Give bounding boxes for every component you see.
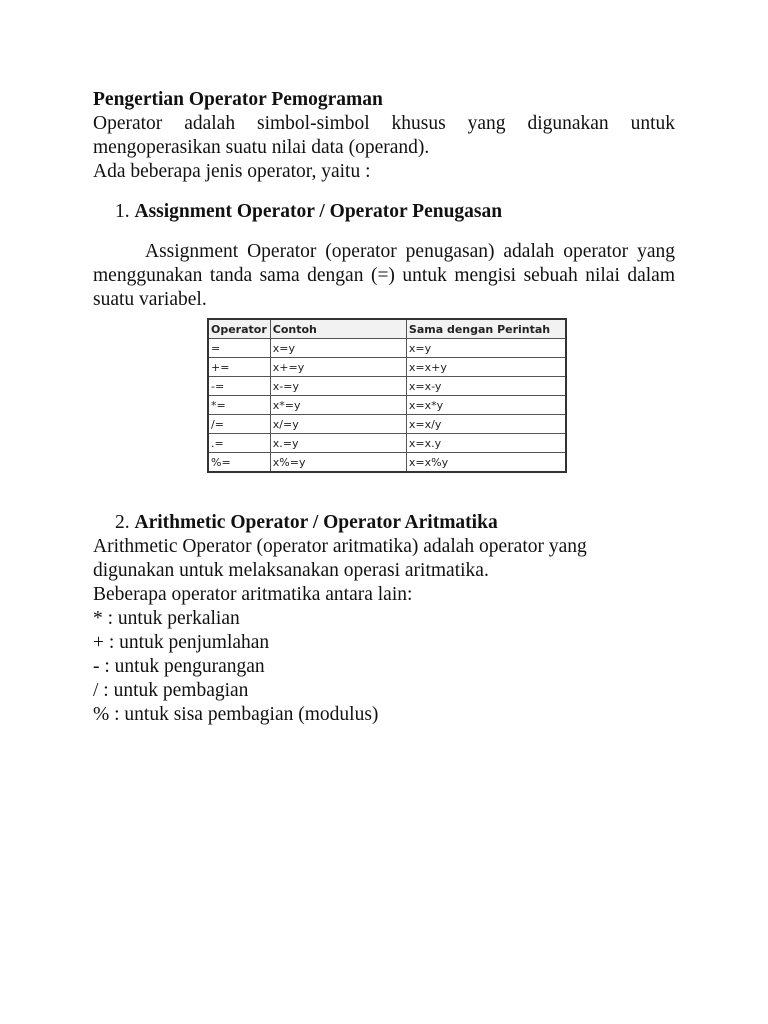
table-cell: *= <box>208 396 270 415</box>
section-2-title: Arithmetic Operator / Operator Aritmatika <box>134 512 498 533</box>
table-cell: x=y <box>406 339 566 358</box>
table-cell: -= <box>208 377 270 396</box>
table-cell: /= <box>208 415 270 434</box>
table-row <box>208 434 566 453</box>
section-2-line: Arithmetic Operator (operator aritmatika) adalah operator yang <box>93 536 587 557</box>
operator-list-item: % : untuk sisa pembagian (modulus) <box>93 704 379 725</box>
document-title: Pengertian Operator Pemograman <box>93 89 383 110</box>
table-cell: x=x-y <box>406 377 566 396</box>
table-cell: x=x.y <box>406 434 566 453</box>
table-cell: x%=y <box>270 453 406 473</box>
section-1-heading <box>93 200 675 224</box>
table-cell: x*=y <box>270 396 406 415</box>
table-cell: %= <box>208 453 270 473</box>
operator-list-item: / : untuk pembagian <box>93 680 249 701</box>
table-cell: += <box>208 358 270 377</box>
table-cell: x=y <box>270 339 406 358</box>
table-cell: x/=y <box>270 415 406 434</box>
table-cell: x=x+y <box>406 358 566 377</box>
operator-list-item: - : untuk pengurangan <box>93 656 265 677</box>
table-row <box>208 396 566 415</box>
table-cell: x-=y <box>270 377 406 396</box>
table-row <box>208 415 566 434</box>
table-cell: .= <box>208 434 270 453</box>
section-2-line: Beberapa operator aritmatika antara lain: <box>93 584 413 605</box>
table-header-cell: Contoh <box>270 319 406 339</box>
operator-list-item: * : untuk perkalian <box>93 608 240 629</box>
table-row <box>208 453 566 473</box>
section-1-number: 1. <box>115 201 130 222</box>
assignment-operator-table-container <box>207 318 567 473</box>
table-cell: x=x*y <box>406 396 566 415</box>
intro-list-lead: Ada beberapa jenis operator, yaitu : <box>93 161 371 182</box>
table-header-row <box>208 319 566 339</box>
section-1-paragraph: Assignment Operator (operator penugasan) adalah operator yang menggunakan tanda sama dengan (=) untuk mengisi sebuah nilai dalam suatu variabel. <box>93 241 675 310</box>
table-cell: x=x%y <box>406 453 566 473</box>
table-cell: x+=y <box>270 358 406 377</box>
table-cell: = <box>208 339 270 358</box>
table-row <box>208 377 566 396</box>
table-header-cell: Operator <box>208 319 270 339</box>
table-cell: x.=y <box>270 434 406 453</box>
intro-paragraph: Operator adalah simbol-simbol khusus yang digunakan untuk mengoperasikan suatu nilai data (operand). <box>93 113 675 158</box>
table-cell: x=x/y <box>406 415 566 434</box>
table-header-cell: Sama dengan Perintah <box>406 319 566 339</box>
section-2-line: digunakan untuk melaksanakan operasi aritmatika. <box>93 560 489 581</box>
section-1-title: Assignment Operator / Operator Penugasan <box>134 201 503 222</box>
document-page <box>93 88 675 727</box>
section-2-number: 2. <box>115 512 130 533</box>
section-2-heading <box>93 511 675 535</box>
table-row <box>208 339 566 358</box>
table-row <box>208 358 566 377</box>
operator-list-item: + : untuk penjumlahan <box>93 632 270 653</box>
assignment-operator-table <box>207 318 567 473</box>
